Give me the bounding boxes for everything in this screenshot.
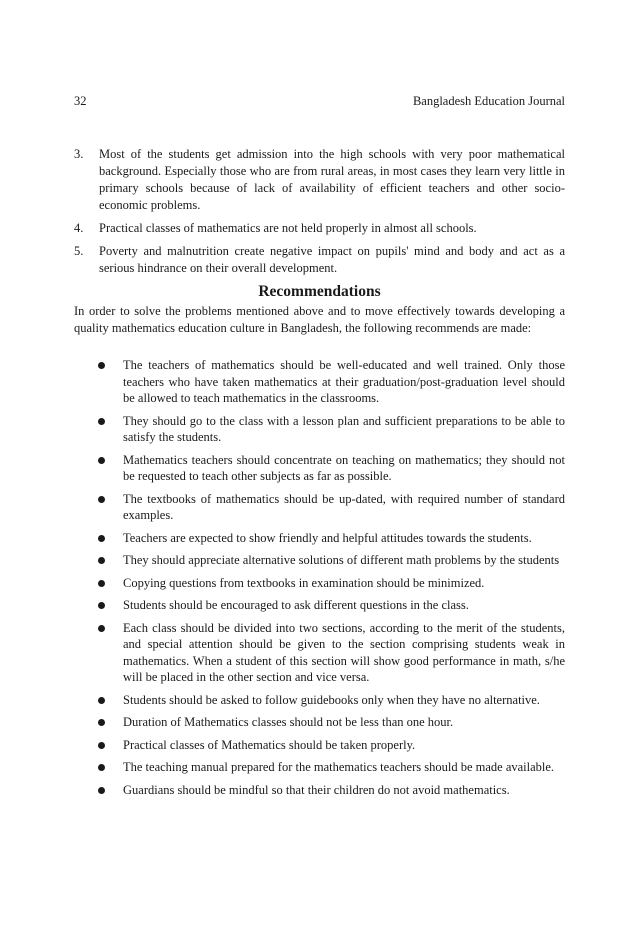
section-intro: In order to solve the problems mentioned above and to move effectively towards developing a quality mathematics education culture in Bangladesh, the following recommends are made: [74, 304, 565, 335]
document-page [74, 0, 565, 933]
recommendation-text: Each class should be divided into two sections, according to the merit of the students, and special attention should be given to the section comprising students weak in mathematics. When a student of this section will show good performance in math, s/he will be placed in the other section and vice versa. [123, 620, 565, 684]
bullet-icon [98, 557, 105, 564]
journal-title: Bangladesh Education Journal [412, 94, 565, 108]
item-number: 3. [74, 147, 84, 161]
recommendation-item [74, 692, 565, 709]
recommendation-item [74, 452, 565, 485]
recommendation-text: They should go to the class with a lesson plan and sufficient preparations to be able to satisfy the students. [123, 413, 565, 444]
recommendation-text: Teachers are expected to show friendly and helpful attitudes towards the students. [123, 530, 532, 545]
bullet-icon [98, 457, 105, 464]
recommendation-item [74, 530, 565, 547]
bullet-icon [98, 580, 105, 587]
recommendations-list [74, 357, 565, 804]
recommendation-item [74, 782, 565, 799]
bullet-icon [98, 764, 105, 771]
bullet-icon [98, 719, 105, 726]
recommendation-text: Students should be asked to follow guidebooks only when they have no alternative. [123, 692, 540, 707]
bullet-icon [98, 602, 105, 609]
recommendation-item [74, 714, 565, 731]
bullet-icon [98, 535, 105, 542]
page-header [74, 94, 565, 110]
bullet-icon [98, 362, 105, 369]
section-heading: Recommendations [258, 283, 381, 300]
recommendation-item [74, 357, 565, 407]
item-text: Most of the students get admission into the high schools with very poor mathematical background. Especially those who are from rural areas, in most cases they learn very little in primary schools because of lack of availability of efficient teachers and other socio-economic problems. [99, 147, 565, 212]
recommendation-text: Mathematics teachers should concentrate on teaching on mathematics; they should not be requested to teach other subjects as far as possible. [123, 452, 565, 483]
problem-list [74, 146, 565, 283]
recommendation-text: The teaching manual prepared for the mathematics teachers should be made available. [123, 760, 555, 774]
page-number: 32 [74, 94, 87, 108]
list-item [74, 243, 565, 277]
bullet-icon [98, 742, 105, 749]
item-text: Poverty and malnutrition create negative impact on pupils' mind and body and act as a serious hindrance on their overall development. [99, 244, 565, 275]
recommendation-item [74, 597, 565, 614]
item-text: Practical classes of mathematics are not held properly in almost all schools. [99, 221, 477, 235]
item-number: 4. [74, 221, 84, 235]
bullet-icon [98, 418, 105, 425]
recommendation-item [74, 413, 565, 446]
bullet-icon [98, 496, 105, 503]
recommendation-text: They should appreciate alternative solutions of different math problems by the students [123, 553, 560, 567]
recommendation-item [74, 491, 565, 524]
list-item [74, 220, 565, 237]
recommendation-item [74, 759, 565, 776]
recommendation-text: Practical classes of Mathematics should be taken properly. [123, 737, 416, 752]
bullet-icon [98, 625, 105, 632]
recommendation-item [74, 737, 565, 754]
recommendation-text: Students should be encouraged to ask different questions in the class. [123, 598, 469, 612]
bullet-icon [98, 697, 105, 704]
recommendation-item [74, 552, 565, 569]
recommendation-item [74, 575, 565, 592]
recommendation-item [74, 620, 565, 686]
recommendation-text: The textbooks of mathematics should be up-dated, with required number of standard examples. [123, 491, 565, 522]
recommendation-text: The teachers of mathematics should be well-educated and well trained. Only those teachers who have taken mathematics at their graduation/post-graduation level should be allowed to teach mathematics in the classrooms. [123, 358, 565, 405]
recommendation-text: Guardians should be mindful so that their children do not avoid mathematics. [123, 782, 510, 797]
list-item [74, 146, 565, 214]
item-number: 5. [74, 244, 84, 258]
recommendation-text: Duration of Mathematics classes should not be less than one hour. [123, 715, 454, 729]
recommendation-text: Copying questions from textbooks in examination should be minimized. [123, 575, 485, 590]
bullet-icon [98, 787, 105, 794]
